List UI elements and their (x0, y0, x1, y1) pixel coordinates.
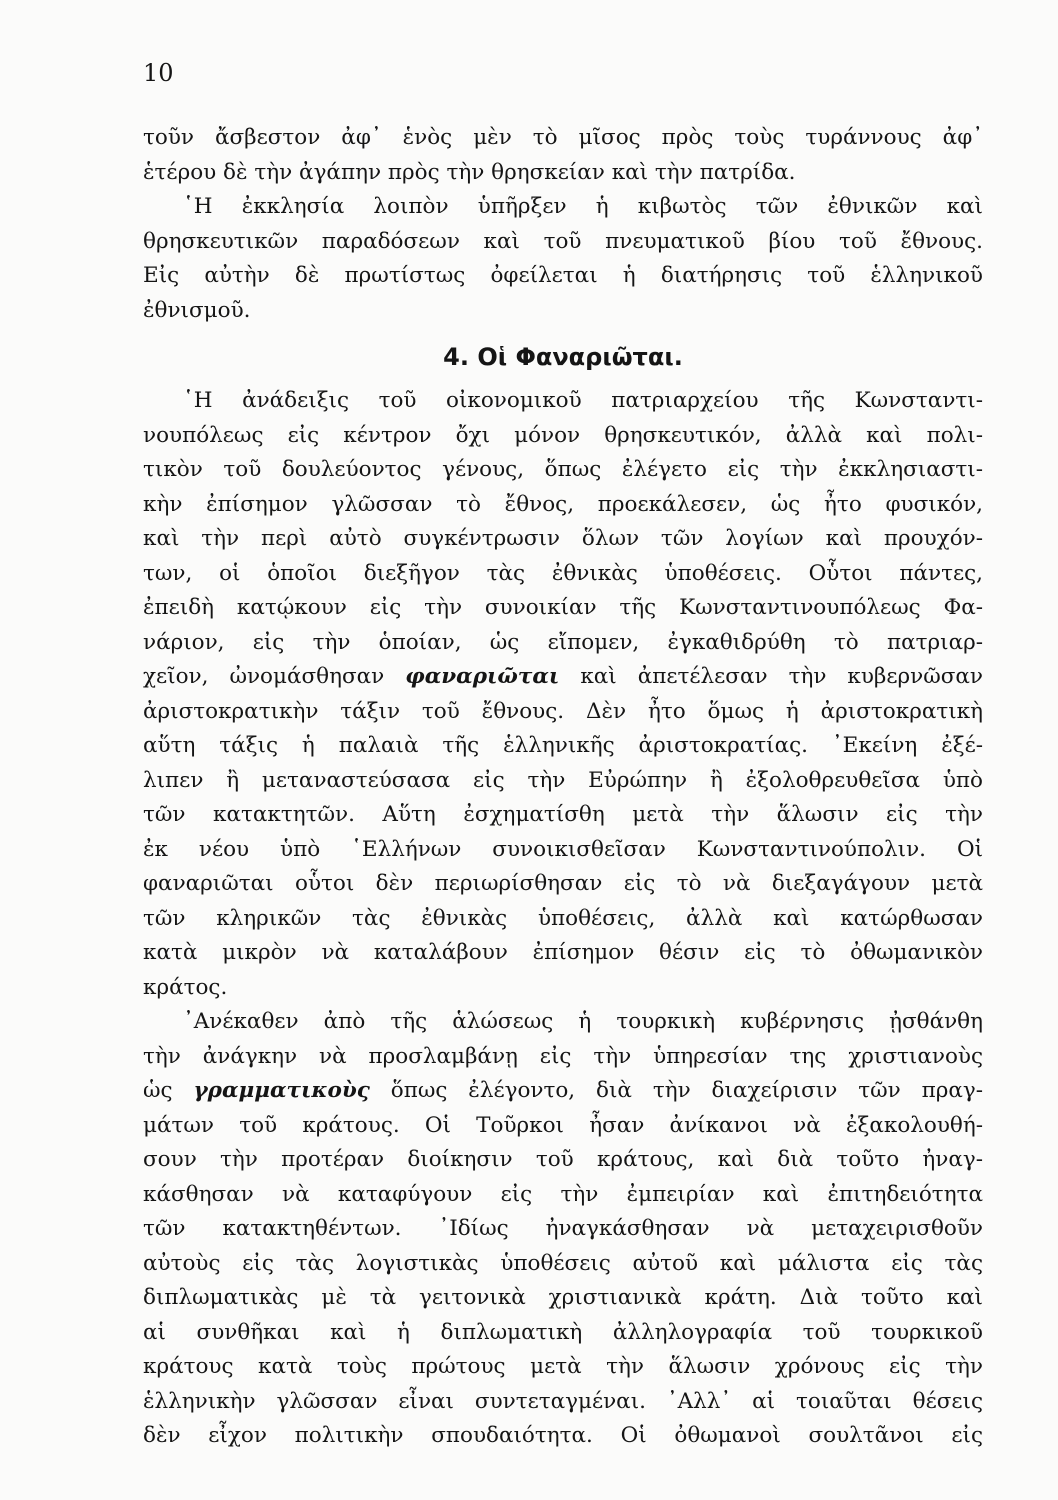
text-line: αὕτη τάξις ἡ παλαιὰ τῆς ἑλληνικῆς ἀριστοκρατίας. ᾿Εκείνη ἐξέ- (143, 733, 983, 758)
text-segment: καὶ ἀπετέλεσαν τὴν κυβερνῶσαν (559, 664, 983, 689)
text-line: φαναριῶται οὗτοι δὲν περιωρίσθησαν εἰς τὸ νὰ διεξαγάγουν μετὰ (143, 871, 983, 896)
text-line: ἐπειδὴ κατῴκουν εἰς τὴν συνοικίαν τῆς Κωνσταντινουπόλεως Φα- (143, 595, 983, 620)
emphasized-term: φαναριῶται (405, 664, 560, 689)
text-line: κὴν ἐπίσημον γλῶσσαν τὸ ἔθνος, προεκάλεσεν, ὡς ἦτο φυσικόν, (143, 491, 983, 517)
page-number: 10 (143, 59, 174, 87)
text-line: καὶ τὴν περὶ αὐτὸ συγκέντρωσιν ὅλων τῶν λογίων καὶ προυχόν- (143, 526, 983, 551)
text-line: δὲν εἶχον πολιτικὴν σπουδαιότητα. Οἱ ὀθωμανοὶ σουλτᾶνοι εἰς (143, 1423, 983, 1448)
text-line: τὴν ἀνάγκην νὰ προσλαμβάνῃ εἰς τὴν ὑπηρεσίαν της χριστιανοὺς (143, 1043, 983, 1069)
text-line: ἀριστοκρατικὴν τάξιν τοῦ ἔθνους. Δὲν ἦτο ὅμως ἡ ἀριστοκρατικὴ (143, 698, 983, 724)
text-line: νουπόλεως εἰς κέντρον ὄχι μόνον θρησκευτικόν, ἀλλὰ καὶ πολι- (143, 422, 983, 448)
text-line: κράτους κατὰ τοὺς πρώτους μετὰ τὴν ἅλωσιν χρόνους εἰς τὴν (143, 1354, 983, 1379)
paragraph-1 (143, 121, 983, 328)
text-line: αἱ συνθῆκαι καὶ ἡ διπλωματικὴ ἀλληλογραφία τοῦ τουρκικοῦ (143, 1319, 983, 1345)
text-segment: ὡς (143, 1078, 194, 1103)
text-line: τῶν κληρικῶν τὰς ἐθνικὰς ὑποθέσεις, ἀλλὰ καὶ κατώρθωσαν (143, 905, 983, 931)
text-line: διπλωματικὰς μὲ τὰ γειτονικὰ χριστιανικὰ κράτη. Διὰ τοῦτο καὶ (143, 1285, 983, 1310)
paragraph-2 (143, 384, 983, 1005)
section-heading: 4. Οἱ Φαναριῶται. (443, 343, 683, 371)
text-line (143, 1074, 983, 1109)
text-line: νάριον, εἰς τὴν ὁποίαν, ὡς εἴπομεν, ἐγκαθιδρύθη τὸ πατριαρ- (143, 629, 983, 655)
text-line: των, οἱ ὁποῖοι διεξῆγον τὰς ἐθνικὰς ὑποθέσεις. Οὗτοι πάντες, (143, 560, 983, 586)
text-line: Εἰς αὐτὴν δὲ πρωτίστως ὀφείλεται ἡ διατήρησις τοῦ ἑλληνικοῦ (143, 263, 983, 288)
text-line: ἑτέρου δὲ τὴν ἀγάπην πρὸς τὴν θρησκείαν καὶ τὴν πατρίδα. (143, 159, 796, 185)
text-segment: χεῖον, ὠνομάσθησαν (143, 664, 406, 689)
text-line: ἐκ νέου ὑπὸ ῾Ελλήνων συνοικισθεῖσαν Κωνσταντινούπολιν. Οἱ (143, 836, 983, 862)
text-line: λιπεν ἢ μεταναστεύσασα εἰς τὴν Εὐρώπην ἢ ἐξολοθρευθεῖσα ὑπὸ (143, 767, 983, 793)
text-line: ᾿Ανέκαθεν ἀπὸ τῆς ἁλώσεως ἡ τουρκικὴ κυβέρνησις ᾐσθάνθη (183, 1009, 983, 1034)
text-line: τῶν κατακτηθέντων. ᾿Ιδίως ἠναγκάσθησαν νὰ μεταχειρισθοῦν (143, 1216, 983, 1241)
paragraph-3 (143, 1005, 983, 1454)
text-line: τοῦν ἄσβεστον ἀφ᾽ ἑνὸς μὲν τὸ μῖσος πρὸς τοὺς τυράννους ἀφ᾽ (143, 125, 983, 150)
text-line: ἑλληνικὴν γλῶσσαν εἶναι συντεταγμέναι. ᾿Αλλ᾽ αἱ τοιαῦται θέσεις (143, 1388, 983, 1414)
emphasized-term: γραμματικοὺς (193, 1078, 370, 1103)
text-line: τικὸν τοῦ δουλεύοντος γένους, ὅπως ἐλέγετο εἰς τὴν ἐκκλησιαστι- (143, 457, 983, 482)
body-text (143, 121, 983, 1454)
text-segment: ὅπως ἐλέγοντο, διὰ τὴν διαχείρισιν τῶν πραγ- (369, 1078, 983, 1103)
text-line: ῾Η ἀνάδειξις τοῦ οἰκονομικοῦ πατριαρχείου τῆς Κωνσταντι- (183, 388, 983, 413)
text-line: τῶν κατακτητῶν. Αὕτη ἐσχηματίσθη μετὰ τὴν ἅλωσιν εἰς τὴν (143, 802, 983, 827)
text-line: θρησκευτικῶν παραδόσεων καὶ τοῦ πνευματικοῦ βίου τοῦ ἔθνους. (143, 228, 983, 254)
text-line: σουν τὴν προτέραν διοίκησιν τοῦ κράτους, καὶ διὰ τοῦτο ἠναγ- (143, 1147, 983, 1172)
text-line: κάσθησαν νὰ καταφύγουν εἰς τὴν ἐμπειρίαν καὶ ἐπιτηδειότητα (143, 1181, 983, 1207)
text-line: κατὰ μικρὸν νὰ καταλάβουν ἐπίσημον θέσιν εἰς τὸ ὀθωμανικὸν (143, 940, 983, 965)
text-line: κράτος. (143, 974, 228, 1000)
text-line: ἐθνισμοῦ. (143, 297, 251, 323)
text-line: αὐτοὺς εἰς τὰς λογιστικὰς ὑποθέσεις αὐτοῦ καὶ μάλιστα εἰς τὰς (143, 1250, 983, 1276)
text-line: ῾Η ἐκκλησία λοιπὸν ὑπῆρξεν ἡ κιβωτὸς τῶν ἐθνικῶν καὶ (183, 194, 983, 219)
text-line (143, 660, 983, 695)
text-line: μάτων τοῦ κράτους. Οἱ Τοῦρκοι ἦσαν ἀνίκανοι νὰ ἐξακολουθή- (143, 1112, 983, 1138)
